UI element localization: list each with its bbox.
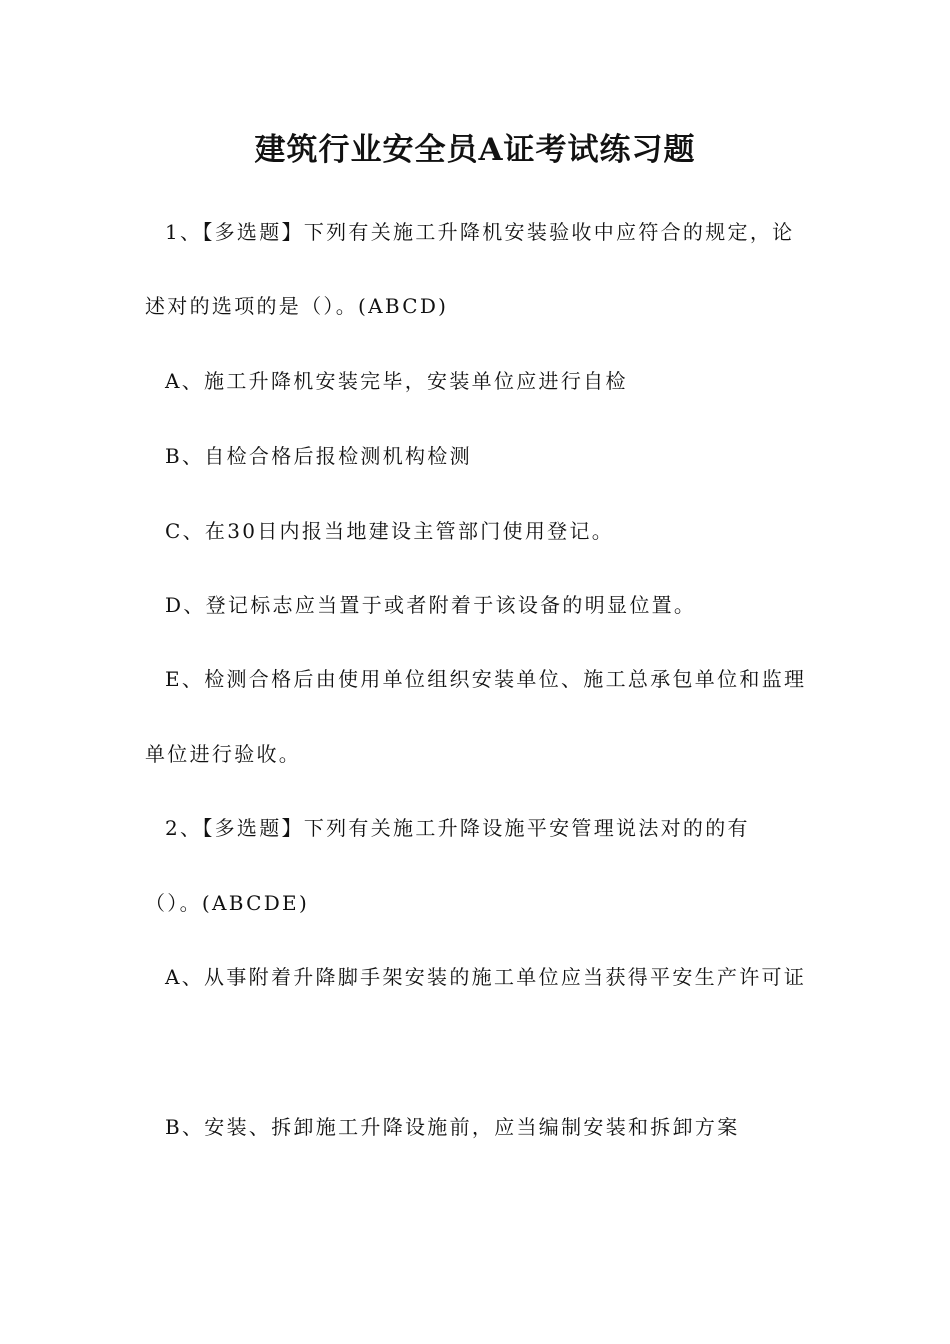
question-1-stem-line-2: 述对的选项的是（）。(ABCD) <box>145 294 449 318</box>
question-2-stem-line-1: 2、【多选题】下列有关施工升降设施平安管理说法对的的有 <box>165 816 750 840</box>
question-1-option-a: A、施工升降机安装完毕，安装单位应进行自检 <box>165 369 628 393</box>
question-1-option-b: B、自检合格后报检测机构检测 <box>165 444 472 468</box>
question-1-option-c: C、在30日内报当地建设主管部门使用登记。 <box>165 519 615 543</box>
question-1-option-d: D、登记标志应当置于或者附着于该设备的明显位置。 <box>165 593 697 617</box>
question-2-stem-line-2: （）。(ABCDE) <box>145 891 310 915</box>
page-title: 建筑行业安全员A证考试练习题 <box>254 132 696 168</box>
question-2-option-b: B、安装、拆卸施工升降设施前，应当编制安装和拆卸方案 <box>165 1115 740 1139</box>
question-1-stem-line-1: 1、【多选题】下列有关施工升降机安装验收中应符合的规定，论 <box>165 220 795 244</box>
question-2-option-a: A、从事附着升降脚手架安装的施工单位应当获得平安生产许可证 <box>165 965 807 989</box>
question-1-option-e-line-2: 单位进行验收。 <box>145 742 302 766</box>
question-1-option-e: E、检测合格后由使用单位组织安装单位、施工总承包单位和监理 <box>165 667 807 691</box>
